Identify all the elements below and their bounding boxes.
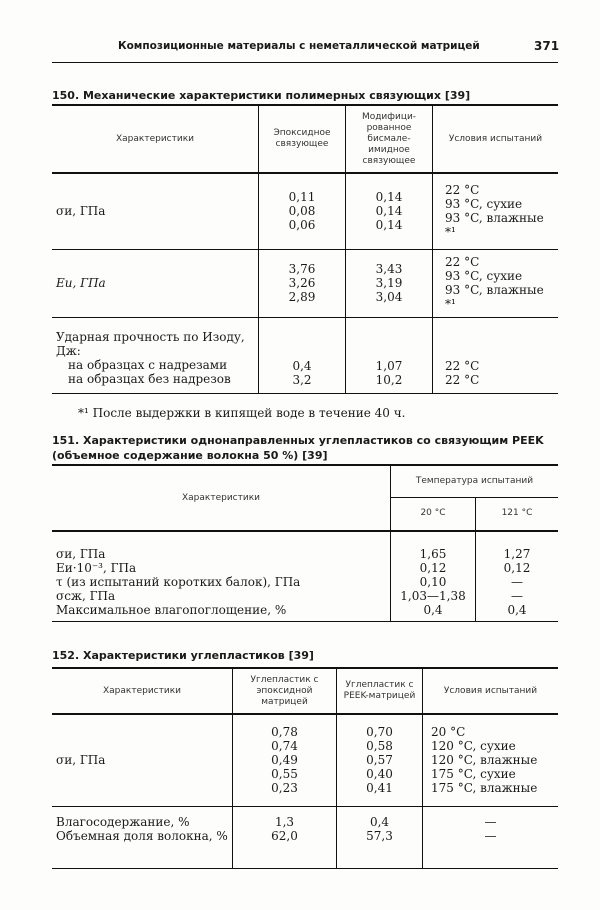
cell: 3,26	[288, 276, 316, 290]
col-header: Модифици-рованное бисмале-имидное связующее	[346, 105, 433, 173]
title-line: 151. Характеристики однонаправленных углепластиков со связующим PEEK	[52, 434, 544, 447]
cell: 93 °C, сухие	[445, 269, 523, 283]
cell: 0,55	[271, 767, 298, 782]
cell: 3,76	[288, 262, 316, 276]
table-row	[52, 714, 558, 806]
cell: 0,4	[292, 358, 312, 373]
cell: 175 °C, влажные	[431, 781, 538, 796]
cell: 1,3	[274, 814, 295, 829]
cell: 0,4	[507, 602, 527, 617]
table-150-title: 150. Механические характеристики полимерных связующих [39]	[52, 89, 471, 102]
row-label: σи, ГПа	[56, 546, 106, 561]
col-header: Характеристики	[52, 105, 259, 173]
table-row	[52, 317, 558, 393]
col-header: Углепластик с эпоксидной матрицей	[233, 668, 337, 714]
cell: 2,89	[288, 290, 316, 304]
cell: 0,08	[288, 204, 316, 219]
page-number: 371	[534, 39, 560, 53]
title-line: (объемное содержание волокна 50 %) [39]	[52, 449, 328, 462]
row-label: Eи, ГПа	[52, 249, 259, 317]
col-header: Условия испытаний	[423, 668, 559, 714]
table-row	[52, 249, 558, 317]
cell: 0,23	[271, 781, 298, 796]
cell: 120 °C, сухие	[431, 739, 516, 754]
cell: 0,12	[503, 560, 531, 575]
running-title: Композиционные материалы с неметаллической матрицей	[118, 40, 480, 52]
cell: 3,04	[375, 290, 403, 304]
col-header: Характеристики	[52, 668, 233, 714]
col-header: 121 °C	[476, 497, 559, 531]
col-header: Характеристики	[52, 465, 391, 531]
table-152	[52, 667, 558, 869]
cell: 0,40	[366, 767, 393, 782]
cell: 0,57	[366, 753, 393, 768]
table-151	[52, 464, 558, 622]
table-151-title	[52, 433, 562, 463]
cell: 93 °C, сухие	[445, 197, 523, 212]
row-label: на образцах без надрезов	[68, 371, 231, 386]
cell: 22 °C	[445, 183, 480, 198]
row-label: σи, ГПа	[56, 753, 106, 768]
row-label: σсж, ГПа	[56, 588, 116, 603]
cell: 1,03—1,38	[400, 588, 466, 603]
cell: 0,14	[375, 204, 403, 219]
cell: 62,0	[271, 828, 298, 843]
cell: 22 °C	[445, 255, 480, 269]
table-row	[52, 806, 558, 868]
cell: 22 °C	[445, 358, 480, 373]
cell: 120 °C, влажные	[431, 753, 538, 768]
table-150	[52, 104, 558, 394]
header-rule	[52, 62, 558, 63]
cell: 175 °C, сухие	[431, 767, 516, 782]
cell: 22 °C	[445, 372, 480, 387]
cell: 0,10	[419, 574, 447, 589]
col-header: Эпоксидное связующее	[259, 105, 346, 173]
cell: 1,07	[375, 358, 403, 373]
row-label: Влагосодержание, %	[56, 814, 190, 829]
table-152-title: 152. Характеристики углепластиков [39]	[52, 649, 314, 662]
row-label: Объемная доля волокна, %	[56, 828, 228, 843]
cell: 93 °C, влажные *¹	[445, 211, 544, 240]
cell: 3,19	[375, 276, 403, 290]
cell: 10,2	[375, 372, 403, 387]
row-label: Максимальное влагопоглощение, %	[56, 602, 287, 617]
cell: 0,58	[366, 739, 393, 754]
row-label: σи, ГПа	[56, 204, 106, 219]
footnote: *¹ После выдержки в кипящей воде в течение 40 ч.	[78, 406, 406, 420]
cell: 0,78	[271, 725, 298, 740]
col-header: Углепластик с PEEK-матрицей	[337, 668, 423, 714]
cell: 57,3	[366, 828, 393, 843]
row-label: на образцах с надрезами	[68, 357, 228, 372]
col-header: 20 °C	[391, 497, 476, 531]
cell: 0,14	[375, 190, 403, 205]
cell: 0,14	[375, 218, 403, 233]
cell: 0,49	[271, 753, 298, 768]
table-row	[52, 173, 558, 249]
cell: 0,4	[423, 602, 443, 617]
cell: 3,43	[375, 262, 403, 276]
cell: —	[484, 814, 497, 829]
cell: —	[511, 574, 523, 589]
table-body	[52, 531, 558, 621]
col-header: Условия испытаний	[433, 105, 559, 173]
cell: 1,65	[419, 546, 447, 561]
cell: 93 °C, влажные *¹	[445, 283, 544, 311]
row-label: τ (из испытаний коротких балок), ГПа	[56, 574, 301, 589]
cell: —	[484, 828, 497, 843]
cell: 0,11	[288, 190, 316, 205]
cell: 1,27	[503, 546, 531, 561]
cell: 20 °C	[431, 725, 466, 740]
row-label: Ударная прочность по Изоду, Дж:	[56, 329, 245, 358]
cell: —	[511, 588, 523, 603]
cell: 0,4	[369, 814, 390, 829]
cell: 0,41	[366, 781, 393, 796]
row-label: Eи·10⁻³, ГПа	[56, 560, 137, 575]
cell: 0,06	[288, 218, 316, 233]
cell: 3,2	[292, 372, 312, 387]
col-header: Температура испытаний	[391, 465, 559, 497]
cell: 0,70	[366, 725, 393, 740]
cell: 0,12	[419, 560, 447, 575]
cell: 0,74	[271, 739, 298, 754]
